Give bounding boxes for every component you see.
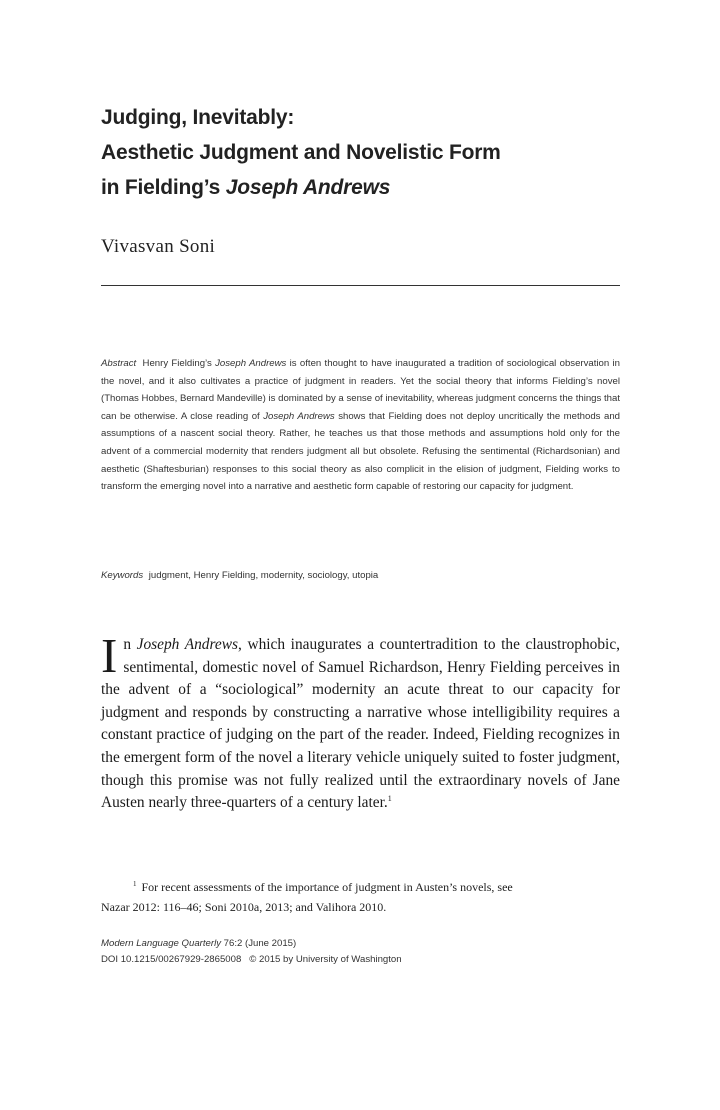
title-line-3-prefix: in Fielding’s: [101, 176, 226, 199]
title-line-3-italic: Joseph Andrews: [225, 176, 391, 199]
footnote: [101, 877, 620, 917]
journal-issue: 76:2 (June 2015): [221, 938, 297, 949]
abstract-label: Abstract: [101, 358, 137, 369]
title-divider: [101, 285, 620, 286]
title-line-1: Judging, Inevitably:: [101, 106, 295, 129]
keywords-text: judgment, Henry Fielding, modernity, sociology, utopia: [148, 570, 379, 581]
article-title: [101, 100, 621, 205]
keywords-label: Keywords: [101, 570, 144, 581]
keywords: [101, 570, 620, 581]
body-italic-1: Joseph Andrews: [136, 636, 239, 653]
drop-cap: I: [101, 628, 118, 683]
journal-name: Modern Language Quarterly: [101, 938, 221, 949]
abstract-italic-1: Joseph Andrews: [215, 358, 287, 369]
author-name: Vivasvan Soni: [101, 236, 216, 257]
journal-info: [101, 936, 620, 968]
footnote-line-2: Nazar 2012: 116–46; Soni 2010a, 2013; and Valihora 2010.: [101, 900, 387, 914]
footnote-text-1: For recent assessments of the importance of judgment in Austen’s novels, see: [141, 880, 513, 894]
abstract-text-1: Henry Fielding’s: [142, 358, 216, 369]
footnote-reference[interactable]: 1: [387, 794, 392, 804]
title-line-3: [101, 170, 621, 205]
body-paragraph: [101, 628, 621, 815]
journal-copyright: © 2015 by University of Washington: [249, 954, 402, 965]
footnote-mark: 1: [133, 880, 137, 888]
abstract-text-2: is often thought to have inaugurated a tradition of sociological observation in the novel, and it also cultivates a practice of judgment in readers. Yet the social theory that informs Fielding’s novel (Thomas Hobbes, Bernard Mandeville) is dominated by a sense of inevitability, whereas judgment concerns the things that can be otherwise. A close reading of: [101, 358, 621, 422]
body-text-1: n: [123, 636, 137, 653]
journal-doi[interactable]: DOI 10.1215/00267929-2865008: [101, 954, 242, 965]
footnote-line-1: [101, 877, 620, 897]
body-text-2: , which inaugurates a countertradition to the claustrophobic, sentimental, domestic novel of Samuel Richardson, Henry Fielding perceives in the advent of a “sociological” modernity an acute threat to our capacity for judgment and responds by constructing a narrative whose intelligibility requires a constant practice of judging on the part of the reader. Indeed, Fielding recognizes in the emergent form of the novel a literary vehicle uniquely suited to foster judgment, though this promise was not fully realized until the extraordinary novels of Jane Austen nearly three-quarters of a century later.: [101, 636, 621, 812]
title-line-2: Aesthetic Judgment and Novelistic Form: [101, 141, 501, 164]
abstract: [101, 355, 620, 496]
abstract-italic-2: Joseph Andrews: [263, 410, 335, 422]
journal-citation: [101, 936, 620, 952]
abstract-text-3: shows that Fielding does not deploy uncritically the methods and assumptions of a nascent social theory. Rather, he teaches us that those methods and assumptions hold only for the advent of a commercial modernity that renders judgment all but obsolete. Refusing the sentimental (Richardsonian) and aesthetic (Shaftesburian) responses to this social theory as also complicit in the elision of judgment, Fielding works to transform the emerging novel into a narrative and aesthetic form capable of restoring our capacity for judgment.: [101, 410, 621, 493]
journal-doi-line: [101, 952, 620, 968]
